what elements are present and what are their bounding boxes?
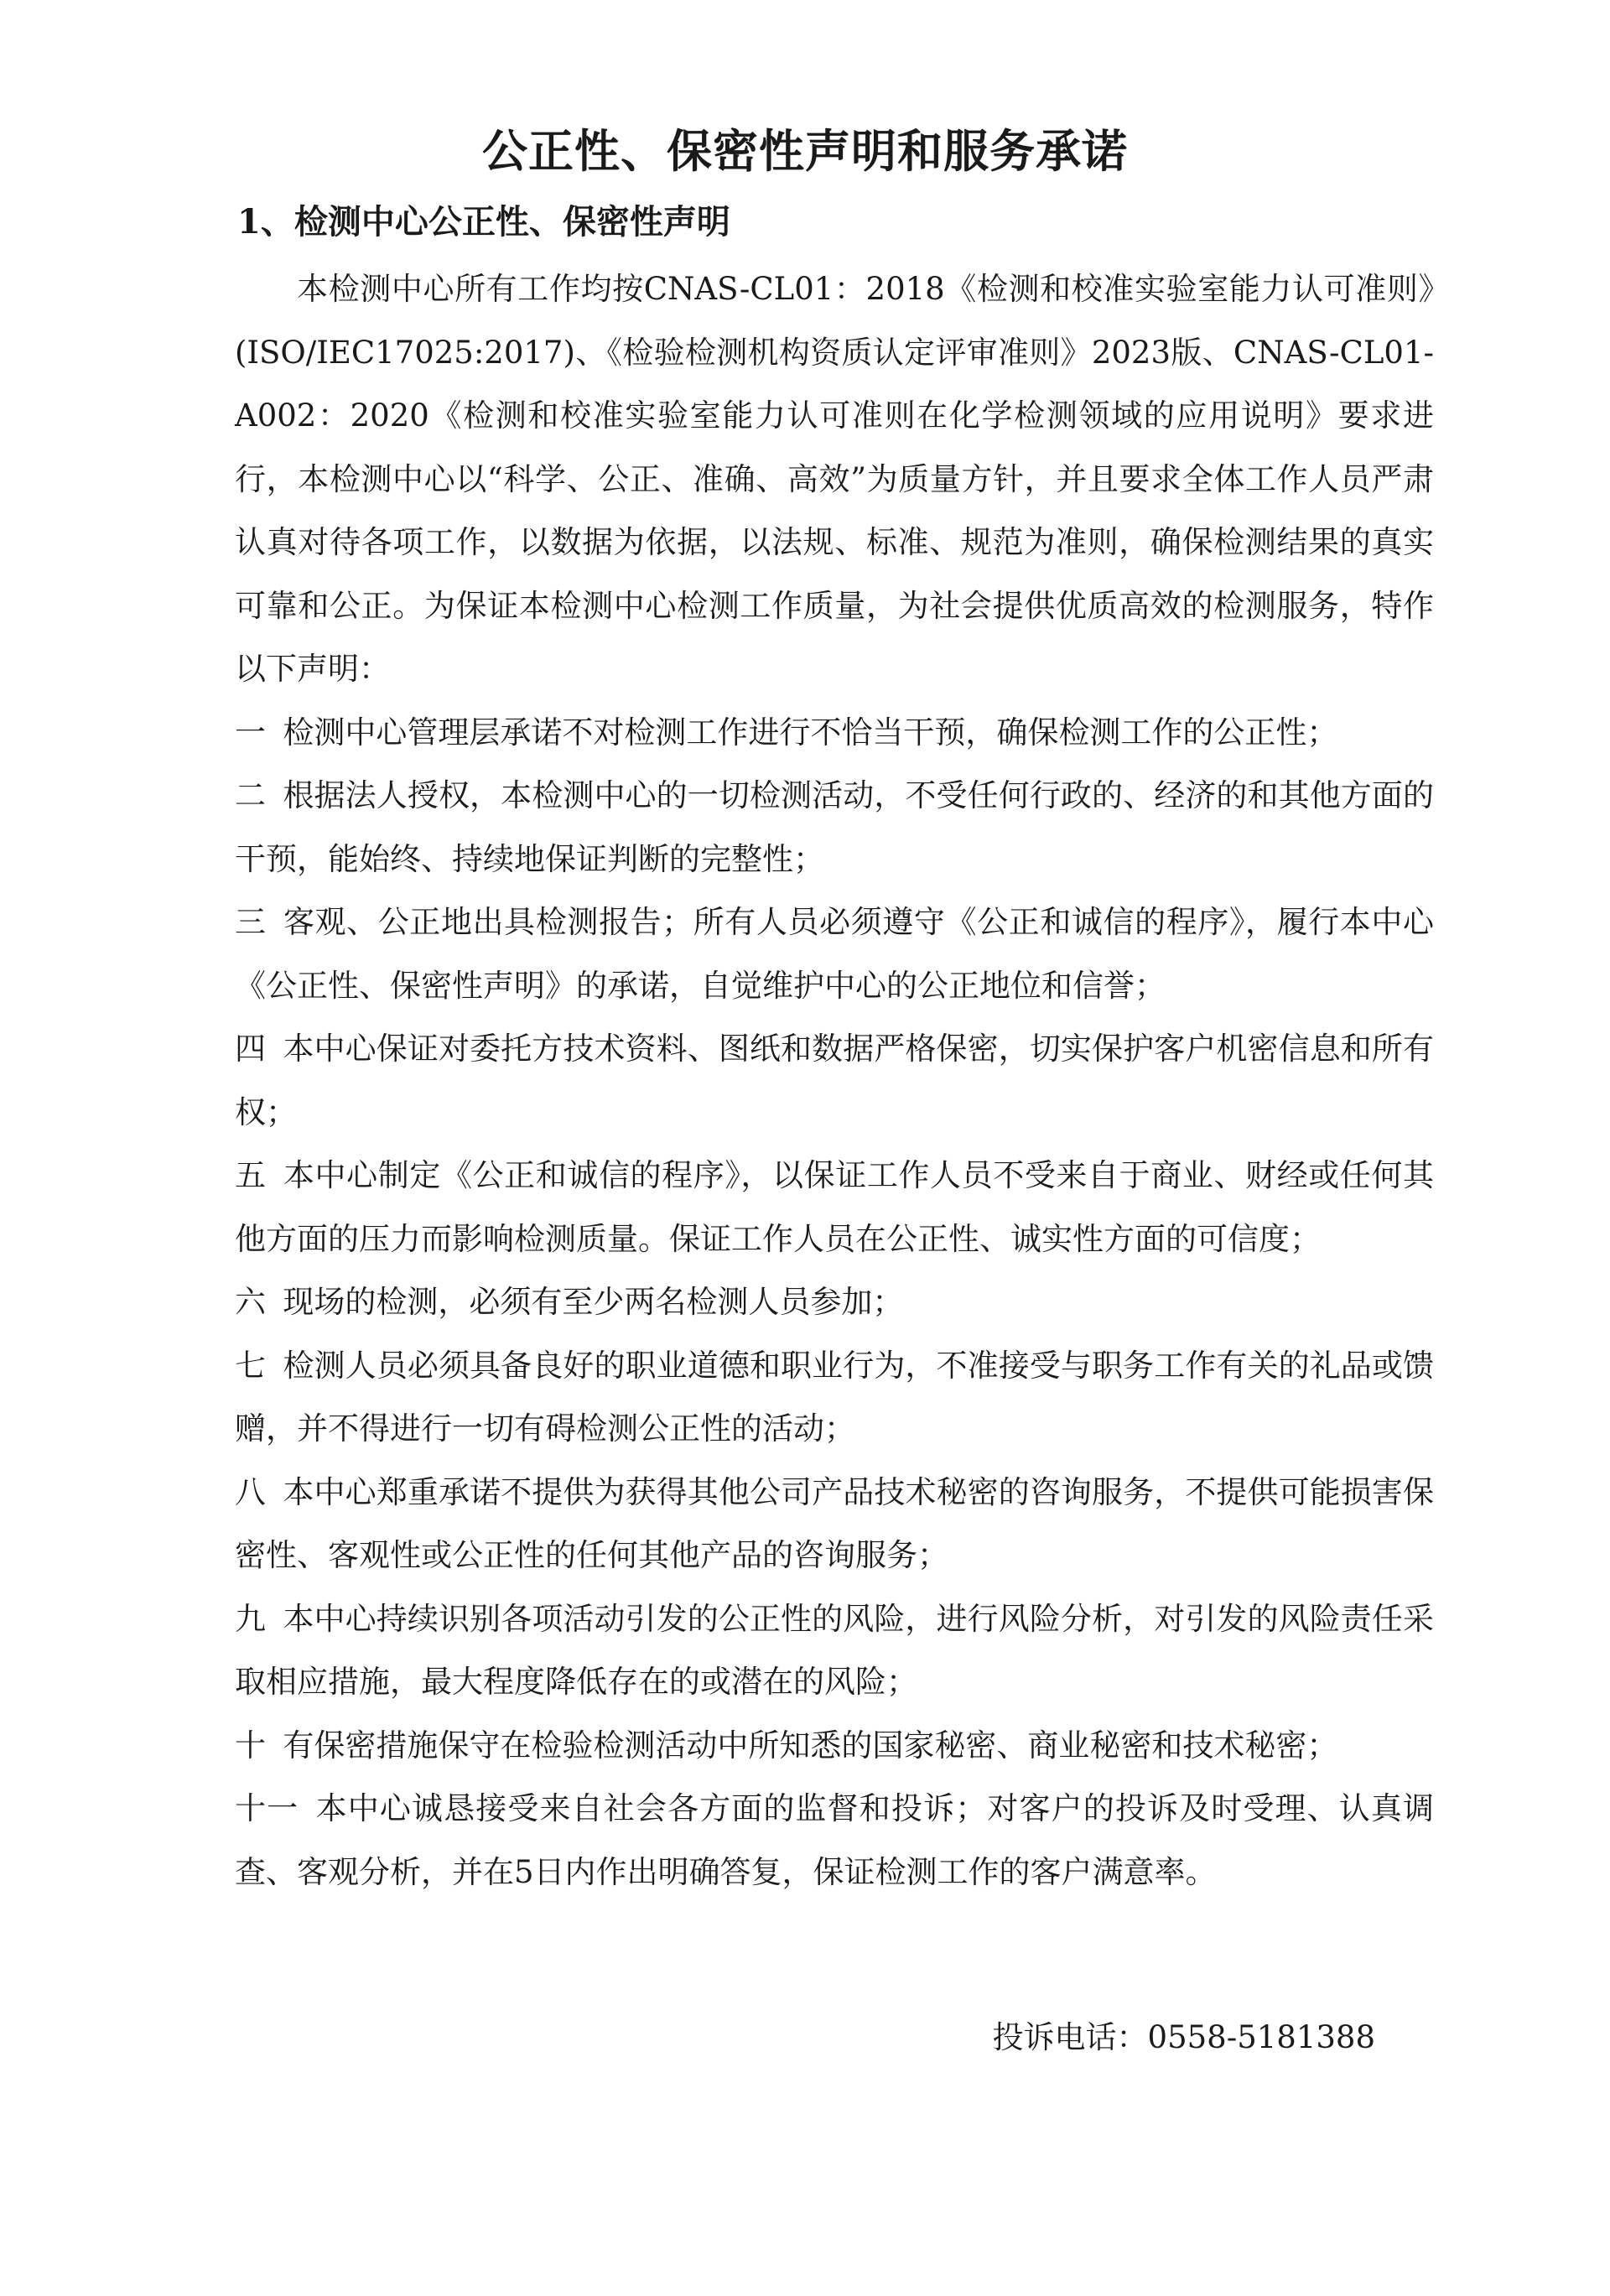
declaration-item-number: 七: [235, 1347, 267, 1384]
declaration-item-number: 一: [235, 714, 266, 751]
declaration-item-number: 四: [235, 1031, 267, 1067]
declaration-item-text: 根据法人授权，本检测中心的一切检测活动，不受任何行政的、经济的和其他方面的干预，能始终、持续地保证判断的完整性；: [235, 777, 1435, 877]
declaration-item-number: 六: [235, 1284, 266, 1320]
document-body: [235, 257, 1434, 1904]
declaration-item-text: 本中心制定《公正和诚信的程序》，以保证工作人员不受来自于商业、财经或任何其他方面的压力而影响检测质量。保证工作人员在公正性、诚实性方面的可信度；: [235, 1157, 1435, 1257]
declaration-item-9: [235, 1587, 1434, 1714]
declaration-item-text: 本中心诚恳接受来自社会各方面的监督和投诉；对客户的投诉及时受理、认真调查、客观分析，并在5日内作出明确答复，保证检测工作的客户满意率。: [235, 1790, 1435, 1890]
declaration-item-number: 九: [235, 1600, 267, 1637]
declaration-item-1: [235, 701, 1434, 765]
declaration-item-number: 八: [235, 1473, 267, 1510]
declaration-item-8: [235, 1461, 1434, 1587]
declaration-item-text: 检测人员必须具备良好的职业道德和职业行为，不准接受与职务工作有关的礼品或馈赠，并不得进行一切有碍检测公正性的活动；: [235, 1347, 1435, 1447]
declaration-item-4: [235, 1017, 1434, 1144]
section-heading: 1、检测中心公正性、保密性声明: [237, 202, 730, 242]
declaration-item-5: [235, 1144, 1434, 1270]
declaration-item-11: [235, 1777, 1434, 1904]
declaration-item-number: 三: [235, 904, 267, 940]
declaration-item-text: 客观、公正地出具检测报告；所有人员必须遵守《公正和诚信的程序》，履行本中心《公正性、保密性声明》的承诺，自觉维护中心的公正地位和信誉；: [235, 904, 1435, 1004]
declaration-item-text: 检测中心管理层承诺不对检测工作进行不恰当干预，确保检测工作的公正性；: [283, 714, 1338, 751]
declaration-item-text: 本中心持续识别各项活动引发的公正性的风险，进行风险分析，对引发的风险责任采取相应措施，最大程度降低存在的或潜在的风险；: [235, 1600, 1435, 1700]
declaration-list: [235, 701, 1434, 1904]
complaint-phone: 投诉电话：0558-5181388: [992, 2019, 1375, 2055]
declaration-item-text: 有保密措施保守在检验检测活动中所知悉的国家秘密、商业秘密和技术秘密；: [283, 1727, 1338, 1764]
declaration-item-2: [235, 764, 1434, 891]
intro-paragraph: 本检测中心所有工作均按CNAS-CL01：2018《检测和校准实验室能力认可准则》(ISO/IEC17025:2017)、《检验检测机构资质认定评审准则》2023版、CNAS-CL01-A002：2020《检测和校准实验室能力认可准则在化学检测领域的应用说明》要求进行，本检测中心以“科学、公正、准确、高效”为质量方针，并且要求全体工作人员严肃认真对待各项工作，以数据为依据，以法规、标准、规范为准则，确保检测结果的真实可靠和公正。为保证本检测中心检测工作质量，为社会提供优质高效的检测服务，特作以下声明：: [235, 271, 1434, 687]
declaration-item-text: 现场的检测，必须有至少两名检测人员参加；: [283, 1284, 904, 1320]
declaration-item-text: 本中心郑重承诺不提供为获得其他公司产品技术秘密的咨询服务，不提供可能损害保密性、客观性或公正性的任何其他产品的咨询服务；: [235, 1473, 1435, 1573]
declaration-item-7: [235, 1334, 1434, 1461]
declaration-item-number: 二: [235, 777, 267, 813]
declaration-item-6: [235, 1270, 1434, 1334]
declaration-item-10: [235, 1714, 1434, 1778]
document-title: 公正性、保密性声明和服务承诺: [482, 124, 1128, 178]
declaration-item-text: 本中心保证对委托方技术资料、图纸和数据严格保密，切实保护客户机密信息和所有权；: [235, 1031, 1435, 1130]
declaration-item-3: [235, 891, 1434, 1017]
declaration-item-number: 十一: [235, 1790, 299, 1826]
declaration-item-number: 十: [235, 1727, 266, 1764]
declaration-item-number: 五: [235, 1157, 267, 1193]
